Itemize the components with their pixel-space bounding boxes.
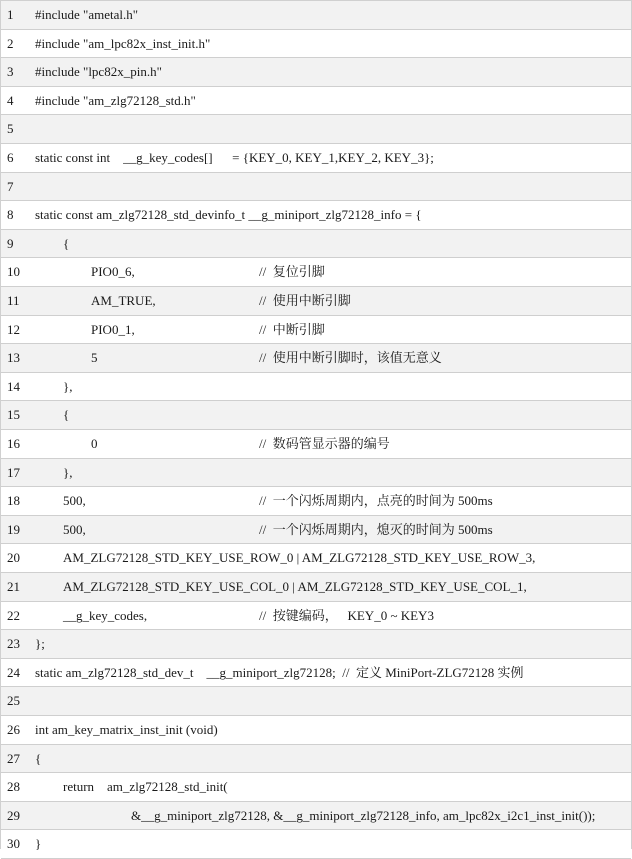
line-number: 26 (7, 722, 20, 737)
code-line (1, 201, 631, 230)
code-line (1, 659, 631, 688)
line-number: 30 (7, 836, 20, 852)
line-number: 14 (7, 378, 20, 394)
code-text: } (35, 836, 42, 852)
code-comment: // 一个闪烁周期内，熄灭的时间为 500ms (259, 521, 493, 537)
line-number: 13 (7, 350, 20, 366)
code-line (1, 344, 631, 373)
code-line (1, 401, 631, 430)
line-number: 16 (7, 436, 20, 451)
code-line (1, 830, 631, 859)
code-line (1, 316, 631, 345)
code-comment: // 数码管显示器的编号 (259, 436, 390, 451)
code-line (1, 230, 631, 259)
code-comment: // 按键编码， KEY_0 ~ KEY3 (259, 607, 434, 623)
line-number: 20 (7, 550, 20, 566)
line-number: 6 (7, 150, 14, 165)
line-number: 5 (7, 121, 14, 137)
code-line (1, 459, 631, 488)
line-number: 15 (7, 407, 20, 423)
code-comment: // 一个闪烁周期内，点亮的时间为 500ms (259, 493, 493, 509)
code-line (1, 430, 631, 459)
code-text: #include "am_zlg72128_std.h" (35, 92, 196, 108)
code-text: { (63, 407, 70, 423)
line-number: 17 (7, 464, 20, 480)
code-comment: // 使用中断引脚 (259, 293, 351, 308)
line-number: 27 (7, 750, 20, 766)
line-number: 8 (7, 207, 14, 223)
code-line (1, 87, 631, 116)
code-line (1, 258, 631, 287)
code-text: static const am_zlg72128_std_devinfo_t __g_miniport_zlg72128_info = { (35, 207, 422, 223)
code-text: 0 (91, 436, 98, 451)
code-text: }, (63, 464, 73, 480)
line-number: 28 (7, 779, 20, 795)
line-number: 23 (7, 636, 20, 652)
code-line (1, 58, 631, 87)
code-text: }; (35, 636, 45, 652)
code-line (1, 287, 631, 316)
code-text: AM_TRUE, (91, 293, 156, 308)
line-number: 10 (7, 264, 20, 280)
code-text: { (35, 750, 42, 766)
code-text: AM_ZLG72128_STD_KEY_USE_ROW_0 | AM_ZLG72128_STD_KEY_USE_ROW_3, (63, 550, 536, 566)
code-line (1, 144, 631, 173)
code-text: 500, (63, 521, 86, 537)
code-text: #include "am_lpc82x_inst_init.h" (35, 35, 211, 51)
code-line (1, 745, 631, 774)
line-number: 12 (7, 321, 20, 337)
code-line (1, 716, 631, 745)
line-number: 29 (7, 807, 20, 823)
line-number: 7 (7, 178, 14, 194)
code-text: int am_key_matrix_inst_init (void) (35, 722, 218, 737)
line-number: 4 (7, 92, 14, 108)
code-line (1, 773, 631, 802)
code-text: #include "ametal.h" (35, 7, 139, 22)
line-number: 24 (7, 664, 20, 680)
code-line (1, 1, 631, 30)
code-line (1, 602, 631, 631)
line-number: 18 (7, 493, 20, 509)
code-text: PIO0_1, (91, 321, 135, 337)
code-line (1, 630, 631, 659)
line-number: 11 (7, 293, 20, 308)
code-text: #include "lpc82x_pin.h" (35, 64, 162, 80)
code-comment: // 复位引脚 (259, 264, 325, 280)
line-number: 19 (7, 521, 20, 537)
line-number: 9 (7, 235, 14, 251)
code-line (1, 802, 631, 831)
code-text: 5 (91, 350, 98, 366)
code-line (1, 573, 631, 602)
code-comment: // 使用中断引脚时，该值无意义 (259, 350, 442, 366)
code-text: { (63, 235, 70, 251)
line-number: 22 (7, 607, 20, 623)
code-line (1, 30, 631, 59)
code-line (1, 544, 631, 573)
code-text: return am_zlg72128_std_init( (63, 779, 228, 795)
code-text: static const int __g_key_codes[] = {KEY_0, KEY_1,KEY_2, KEY_3}; (35, 150, 434, 165)
code-text: PIO0_6, (91, 264, 135, 280)
code-line (1, 687, 631, 716)
line-number: 25 (7, 693, 20, 709)
code-text: 500, (63, 493, 86, 509)
code-text: static am_zlg72128_std_dev_t __g_miniport_zlg72128; // 定义 MiniPort-ZLG72128 实例 (35, 664, 524, 680)
code-line (1, 173, 631, 202)
code-line (1, 373, 631, 402)
code-comment: // 中断引脚 (259, 321, 325, 337)
code-line (1, 487, 631, 516)
line-number: 21 (7, 579, 20, 594)
code-text: }, (63, 378, 73, 394)
code-text: __g_key_codes, (63, 607, 148, 623)
line-number: 1 (7, 7, 14, 22)
code-line (1, 115, 631, 144)
code-text: AM_ZLG72128_STD_KEY_USE_COL_0 | AM_ZLG72128_STD_KEY_USE_COL_1, (63, 579, 527, 594)
code-text: &__g_miniport_zlg72128, &__g_miniport_zlg72128_info, am_lpc82x_i2c1_inst_init()); (131, 807, 596, 823)
line-number: 3 (7, 64, 14, 80)
code-line (1, 516, 631, 545)
line-number: 2 (7, 35, 14, 51)
